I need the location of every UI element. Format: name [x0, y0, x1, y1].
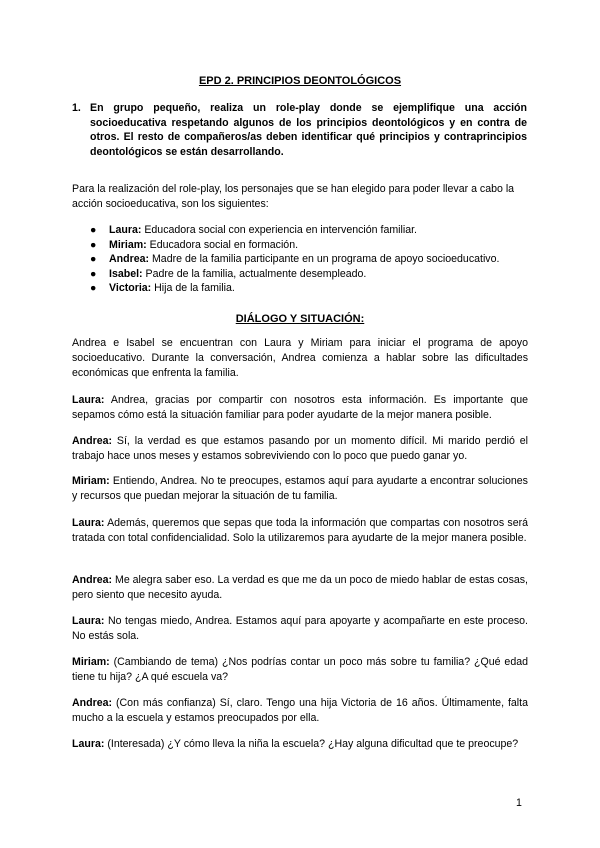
- intro-paragraph: Para la realización del role-play, los personajes que se han elegido para poder llevar a cabo la acción socioeducativa, son los siguientes:: [72, 183, 515, 210]
- speech-text: Además, queremos que sepas que toda la información que compartas con nosotros será tratada con total confidencialidad. Solo la utilizaremos para ayudarte de la mejor manera posible.: [72, 517, 529, 545]
- list-item: [90, 281, 530, 296]
- dialogue-line: [72, 393, 528, 423]
- task-statement: [72, 101, 527, 159]
- dialogue-line: [72, 737, 528, 752]
- situation-paragraph: Andrea e Isabel se encuentran con Laura y Miriam para iniciar el programa de apoyo socioeducativo. Durante la conversación, Andrea comienza a hablar sobre las dificultades económicas que enfrenta la familia.: [72, 337, 528, 380]
- bullet-icon: ●: [90, 224, 97, 236]
- dialogue-line: [72, 516, 528, 546]
- speech-text: (Interesada) ¿Y cómo lleva la niña la escuela? ¿Hay alguna dificultad que te preocupe?: [107, 738, 519, 750]
- bullet-icon: ●: [90, 267, 97, 280]
- bullet-icon: ●: [90, 282, 97, 295]
- character-name: Andrea:: [109, 253, 150, 266]
- bullet-icon: ●: [90, 238, 97, 251]
- character-name: Victoria:: [109, 282, 152, 295]
- character-desc: Madre de la familia participante en un programa de apoyo socioeducativo.: [151, 253, 500, 266]
- task-number: 1.: [72, 102, 81, 114]
- speaker-name: Andrea:: [72, 435, 113, 447]
- character-desc: Hija de la familia.: [154, 282, 235, 295]
- bullet-icon: ●: [90, 253, 97, 266]
- character-name: Isabel:: [109, 267, 143, 280]
- character-name: Laura:: [109, 224, 142, 236]
- speaker-name: Miriam:: [72, 656, 110, 668]
- dialogue-line: [72, 696, 528, 726]
- character-desc: Educadora social en formación.: [149, 238, 299, 251]
- task-text: En grupo pequeño, realiza un role-play donde se ejemplifique una acción socioeducativa respetando algunos de los principios deontológicos y en contra de otros. El resto de compañeros/as deben identificar qué principios y contraprincipios deontológicos se están desarrollando.: [90, 102, 527, 158]
- speech-text: Entiendo, Andrea. No te preocupes, estamos aquí para ayudarte a encontrar soluciones y recursos que puedan mejorar la situación de tu familia.: [72, 475, 528, 503]
- speaker-name: Laura:: [72, 615, 105, 627]
- dialogue-line: [72, 655, 528, 685]
- speaker-name: Andrea:: [72, 697, 113, 709]
- speech-text: (Con más confianza) Sí, claro. Tengo una hija Victoria de 16 años. Últimamente, falta mucho a la escuela y estamos preocupados por ella.: [72, 697, 528, 725]
- dialogue-line: [72, 474, 528, 504]
- list-item: [90, 267, 530, 282]
- document-title: EPD 2. PRINCIPIOS DEONTOLÓGICOS: [198, 75, 402, 87]
- speech-text: (Cambiando de tema) ¿Nos podrías contar un poco más sobre tu familia? ¿Qué edad tiene tu hija? ¿A qué escuela va?: [72, 656, 528, 684]
- speaker-name: Andrea:: [72, 574, 113, 586]
- character-desc: Educadora social con experiencia en intervención familiar.: [144, 224, 417, 236]
- list-item: [90, 252, 530, 267]
- speech-text: Andrea, gracias por compartir con nosotros esta información. Es importante que sepamos cómo está la situación familiar para poder ayudarte de la mejor manera posible.: [72, 394, 529, 422]
- speaker-name: Laura:: [72, 394, 105, 406]
- speech-text: No tengas miedo, Andrea. Estamos aquí para apoyarte y acompañarte en este proceso. No estás sola.: [72, 615, 528, 643]
- dialogue-line: [72, 614, 528, 644]
- character-list: [90, 223, 530, 296]
- speech-text: Me alegra saber eso. La verdad es que me da un poco de miedo hablar de estas cosas, pero siento que necesito ayuda.: [72, 574, 529, 602]
- dialogue-title: DIÁLOGO Y SITUACIÓN:: [235, 313, 365, 325]
- speaker-name: Laura:: [72, 517, 105, 529]
- speaker-name: Laura:: [72, 738, 105, 750]
- list-item: [90, 223, 530, 238]
- dialogue-line: [72, 573, 528, 603]
- speech-text: Sí, la verdad es que estamos pasando por un momento difícil. Mi marido perdió el trabajo hace unos meses y estamos sobreviviendo con lo poco que puedo ganar yo.: [72, 435, 528, 463]
- character-name: Miriam:: [109, 238, 147, 251]
- dialogue-line: [72, 434, 528, 464]
- list-item: [90, 238, 530, 253]
- page-number: 1: [516, 797, 522, 809]
- character-desc: Padre de la familia, actualmente desempleado.: [145, 267, 367, 280]
- speaker-name: Miriam:: [72, 475, 110, 487]
